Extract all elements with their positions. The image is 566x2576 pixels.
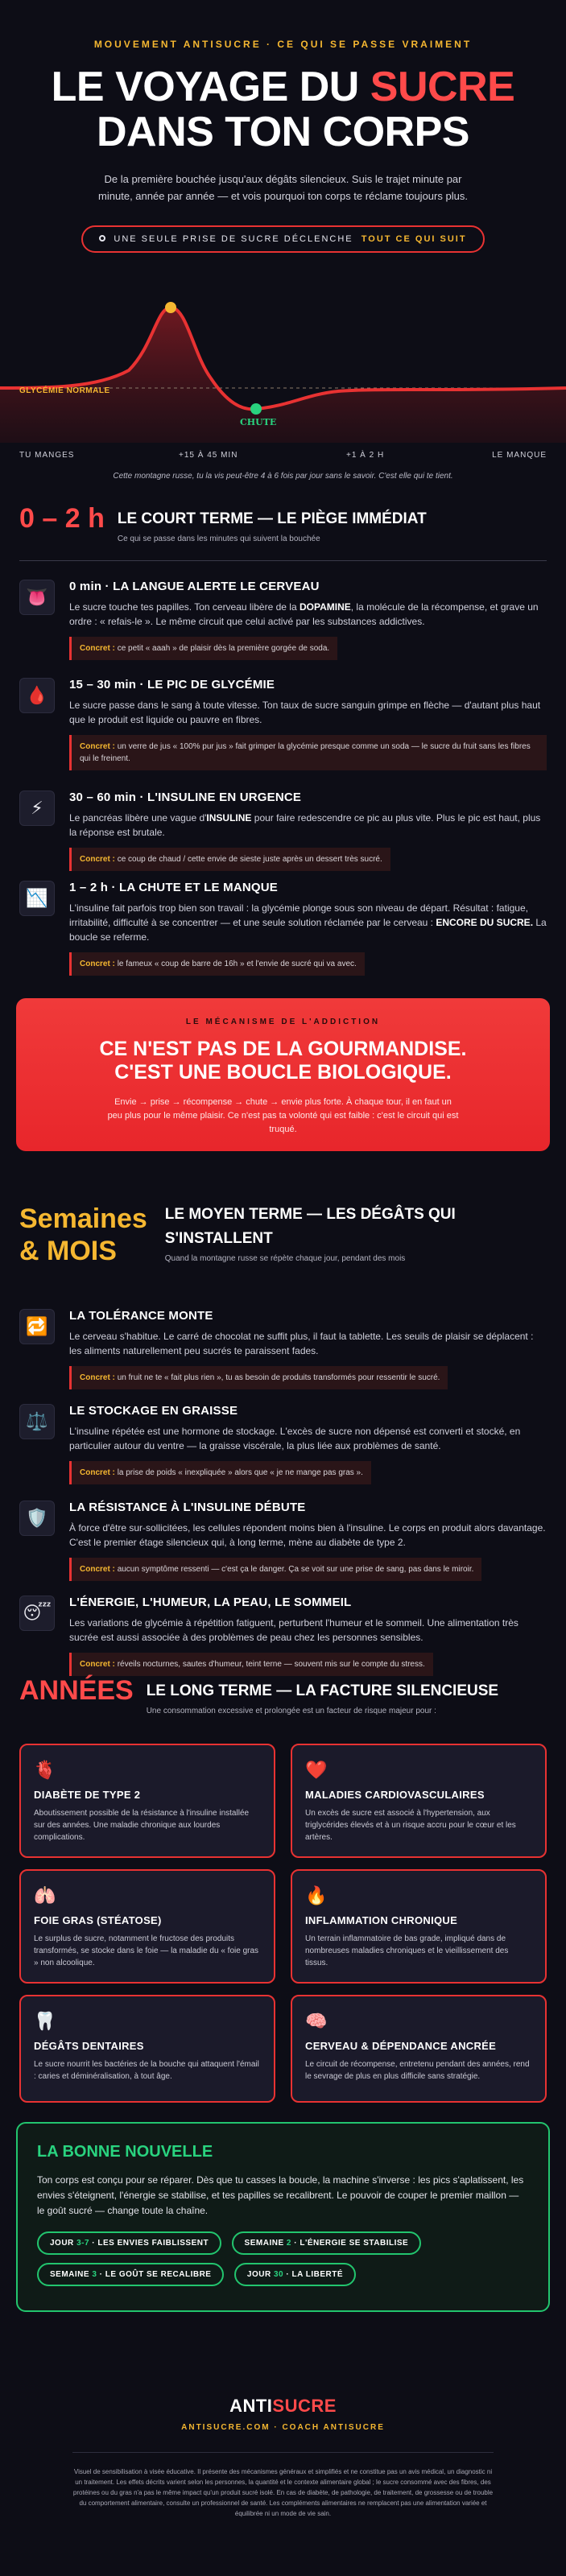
divider — [19, 560, 547, 561]
concret-note: Concret : réveils nocturnes, sautes d'humeur, teint terne — souvent mis sur le compte du stress. — [69, 1653, 433, 1676]
disclaimer: Visuel de sensibilisation à visée éducative. Il présente des mécanismes généraux et simplifiés et ne constitue pas un avis médical, un diagnostic ni un traitement. Les effets décrits varient selon les personnes, la quantité et le contexte alimentaire global ; le sucre consommé avec des fibres, des protéines ou du gras n'a pas le même impact qu'un produit sucré isolé. En cas de diabète, de pathologie, de traitement, de grossesse ou de trouble du comportement alimentaire, consulte un professionnel de santé. Les compléments alimentaires ne remplacent pas une alimentation variée et équilibrée ni un mode de vie sain. — [72, 2468, 494, 2517]
card-text: Le surplus de sucre, notamment le fructose des produits transformés, se stocke dans le foie — la maladie du « foie gras » non alcoolique. — [34, 1934, 259, 1967]
milestone-chip: SEMAINE 3 · LE GOÛT SE RECALIBRE — [37, 2263, 224, 2286]
mid-term-big: Semaines & MOIS — [19, 1203, 147, 1266]
item-title: 15 – 30 min · LE PIC DE GLYCÉMIE — [69, 678, 275, 691]
concret-note: Concret : un fruit ne te « fait plus rien », tu as besoin de produits transformés pour ressentir le sucré. — [69, 1366, 448, 1389]
card-title: DÉGÂTS DENTAIRES — [34, 2040, 144, 2052]
item-title: 30 – 60 min · L'INSULINE EN URGENCE — [69, 791, 302, 804]
footer-divider — [72, 2452, 494, 2453]
card-text: Un excès de sucre est associé à l'hypertension, aux triglycérides élevés et à un risque accru pour le cœur et les artères. — [305, 1809, 516, 1842]
concret-note: Concret : un verre de jus « 100% pur jus » fait grimper la glycémie presque comme un soda — le sucre du fruit sans les fibres qui le freinent. — [69, 735, 547, 770]
scale-icon: ⚖️ — [19, 1404, 55, 1439]
long-term-header — [19, 1674, 498, 1715]
card-text: Le circuit de récompense, entretenu pendant des années, rend le sevrage de plus en plus difficile sans stratégie. — [305, 2060, 530, 2081]
banner-eyebrow: LE MÉCANISME DE L'ADDICTION — [185, 1018, 381, 1026]
risk-card — [19, 1869, 275, 1984]
hero-title — [0, 64, 566, 155]
heart-icon: ❤️ — [305, 1760, 328, 1780]
glycemia-label: GLYCÉMIE NORMALE — [19, 386, 110, 395]
axis-label: +1 À 2 H — [346, 451, 385, 460]
long-term-big: ANNÉES — [19, 1675, 134, 1706]
item-title: LE STOCKAGE EN GRAISSE — [69, 1404, 238, 1418]
tongue-icon: 👅 — [19, 580, 55, 615]
hero-pill — [81, 225, 484, 253]
concret-note: Concret : ce coup de chaud / cette envie de sieste juste après un dessert très sucré. — [69, 848, 390, 871]
circle-icon — [99, 235, 105, 242]
long-term-subtitle: Une consommation excessive et prolongée est un facteur de risque majeur pour : — [146, 1707, 436, 1715]
risk-card — [291, 1995, 547, 2103]
good-news-text: Ton corps est conçu pour se réparer. Dès que tu casses la boucle, la machine s'inverse : les pics s'aplatissent, les envies s'éteignent, l'énergie se stabilise, et tes papilles se recalibrent. Le pouvoir de couper le premier maillon — le goût sucré — change toute la chaîne. — [37, 2174, 524, 2216]
brand-url[interactable]: ANTISUCRE.COM · COACH ANTISUCRE — [181, 2423, 385, 2432]
axis-label: TU MANGES — [19, 451, 75, 460]
hero-title-line2: DANS TON CORPS — [97, 109, 469, 155]
brand-logo: ANTISUCRE — [229, 2396, 337, 2416]
brain-icon: 🧠 — [305, 2011, 328, 2031]
milestone-chip: JOUR 3-7 · LES ENVIES FAIBLISSENT — [37, 2231, 221, 2255]
item-text: Le pancréas libère une vague d'INSULINE pour faire redescendre ce pic au plus vite. Plus le pic est haut, plus la réponse est brutale. — [69, 812, 541, 838]
short-term-big: 0 – 2 h — [19, 503, 105, 534]
item-title: 1 – 2 h · LA CHUTE ET LE MANQUE — [69, 881, 278, 894]
item-title: L'ÉNERGIE, L'HUMEUR, LA PEAU, LE SOMMEIL — [69, 1596, 352, 1609]
good-news-box — [16, 2122, 550, 2312]
item-text: L'insuline répétée est une hormone de stockage. L'excès de sucre non dépensé est converti et stocké, en particulier autour du ventre — la graisse viscérale, la plus liée aux problèmes de santé. — [69, 1426, 521, 1451]
short-term-subtitle: Ce qui se passe dans les minutes qui suivent la bouchée — [117, 535, 320, 543]
item-text: Les variations de glycémie à répétition fatiguent, perturbent l'humeur et le sommeil. Une alimentation très sucrée est aussi associée à des problèmes de peau chez les personnes sensibles. — [69, 1617, 518, 1643]
lightning-icon: ⚡ — [19, 791, 55, 826]
repeat-icon: 🔁 — [19, 1309, 55, 1344]
good-news-title: LA BONNE NOUVELLE — [37, 2143, 213, 2161]
short-term-header — [19, 502, 427, 543]
concret-note: Concret : la prise de poids « inexpliquée » alors que « je ne mange pas gras ». — [69, 1461, 371, 1484]
concret-note: Concret : ce petit « aaah » de plaisir dès la première gorgée de soda. — [69, 637, 337, 660]
drop-dot — [250, 403, 262, 415]
card-title: MALADIES CARDIOVASCULAIRES — [305, 1789, 485, 1801]
axis-label: LE MANQUE — [492, 451, 547, 460]
item-text: Le cerveau s'habitue. Le carré de chocolat ne suffit plus, il faut la tablette. Les seuils de plaisir se déplacent : les aliments naturellement peu sucrés te paraissent fades. — [69, 1331, 534, 1356]
mid-term-header — [19, 1203, 487, 1267]
item-text: L'insuline fait parfois trop bien son travail : la glycémie plonge sous son niveau de départ. Résultat : fatigue, irritabilité, difficulté à se concentrer — et une seule solution réclamée par le cerveau : ENCORE DU SUCRE. La boucle se referme. — [69, 902, 547, 943]
hero-subtitle: De la première bouchée jusqu'aux dégâts silencieux. Suis le trajet minute par minute, année par année — et vois pourquoi ton corps te réclame toujours plus. — [98, 173, 468, 202]
blood-drop-icon: 🩸 — [19, 678, 55, 713]
card-title: INFLAMMATION CHRONIQUE — [305, 1914, 458, 1926]
curve-note: Cette montagne russe, tu la vis peut-être 4 à 6 fois par jour sans le savoir. C'est elle qui te tient. — [113, 472, 453, 481]
milestone-chip: JOUR 30 · LA LIBERTÉ — [234, 2263, 356, 2286]
short-term-title: LE COURT TERME — LE PIÈGE IMMÉDIAT — [117, 510, 427, 527]
risk-card — [291, 1744, 547, 1858]
mechanism-banner — [16, 998, 550, 1151]
card-title: DIABÈTE DE TYPE 2 — [34, 1789, 141, 1801]
risk-card — [291, 1869, 547, 1984]
glycemia-curve-svg — [0, 298, 566, 443]
banner-text: Envie → prise → récompense → chute → envie plus forte. À chaque tour, il en faut un peu plus pour le même plaisir. Ce n'est pas ta volonté qui est faible : c'est le circuit qui est truqué. — [107, 1097, 459, 1134]
pill-text-b: TOUT CE QUI SUIT — [361, 234, 467, 244]
mid-term-subtitle: Quand la montagne russe se répète chaque jour, pendant des mois — [164, 1254, 406, 1263]
risk-card — [19, 1744, 275, 1858]
chart-down-icon: 📉 — [19, 881, 55, 916]
shield-icon: 🛡️ — [19, 1501, 55, 1536]
concret-note: Concret : aucun symptôme ressenti — c'est ça le danger. Ça se voit sur une prise de sang, pas dans le miroir. — [69, 1558, 481, 1581]
item-title: LA TOLÉRANCE MONTE — [69, 1309, 213, 1323]
pill-text-a: UNE SEULE PRISE DE SUCRE DÉCLENCHE — [114, 234, 353, 244]
hero-title-a: LE VOYAGE DU — [51, 64, 370, 110]
concret-note: Concret : le fameux « coup de barre de 16h » et l'envie de sucré qui va avec. — [69, 952, 365, 976]
tired-face-icon: 😴 — [19, 1596, 55, 1631]
lungs-icon: 🫁 — [34, 1885, 56, 1905]
item-text: À force d'être sur-sollicitées, les cellules répondent moins bien à l'insuline. Le corps en produit alors davantage. C'est le premier étage silencieux qui, à long terme, mène au diabète de type 2. — [69, 1522, 546, 1548]
card-text: Un terrain inflammatoire de bas grade, impliqué dans de nombreuses maladies chroniques et le vieillissement des tissus. — [305, 1934, 509, 1967]
item-title: 0 min · LA LANGUE ALERTE LE CERVEAU — [69, 580, 320, 593]
item-title: LA RÉSISTANCE À L'INSULINE DÉBUTE — [69, 1501, 306, 1514]
mid-term-title: LE MOYEN TERME — LES DÉGÂTS QUI S'INSTALLENT — [164, 1206, 456, 1247]
card-text: Le sucre nourrit les bactéries de la bouche qui attaquent l'émail : caries et déminéralisation, à tout âge. — [34, 2060, 259, 2081]
tooth-icon: 🦷 — [34, 2011, 56, 2031]
banner-title: CE N'EST PAS DE LA GOURMANDISE. C'EST UNE BOUCLE BIOLOGIQUE. — [99, 1038, 467, 1084]
item-text: Le sucre passe dans le sang à toute vitesse. Ton taux de sucre sanguin grimpe en flèche — d'autant plus haut que le produit est liquide ou pauvre en fibres. — [69, 700, 541, 725]
risk-card — [19, 1995, 275, 2103]
peak-dot — [165, 302, 176, 313]
glycemia-curve — [0, 298, 566, 491]
milestone-chips — [37, 2231, 472, 2294]
drop-label: CHUTE — [240, 417, 277, 427]
hero-eyebrow: MOUVEMENT ANTISUCRE · CE QUI SE PASSE VRAIMENT — [93, 39, 473, 50]
hero — [0, 0, 566, 253]
long-term-title: LE LONG TERME — LA FACTURE SILENCIEUSE — [146, 1682, 499, 1699]
item-text: Le sucre touche tes papilles. Ton cerveau libère de la DOPAMINE, la molécule de la récompense, et grave un ordre : « refais-le ». Le même circuit que celui activé par les substances addictives. — [69, 601, 539, 627]
card-title: FOIE GRAS (STÉATOSE) — [34, 1914, 162, 1926]
card-title: CERVEAU & DÉPENDANCE ANCRÉE — [305, 2040, 497, 2052]
hero-title-sugar: SUCRE — [370, 64, 515, 110]
fire-icon: 🔥 — [305, 1885, 328, 1905]
axis-label: +15 À 45 MIN — [179, 451, 238, 460]
milestone-chip: SEMAINE 2 · L'ÉNERGIE SE STABILISE — [232, 2231, 422, 2255]
curve-area — [0, 308, 566, 443]
organ-icon: 🫀 — [34, 1760, 56, 1780]
card-text: Aboutissement possible de la résistance à l'insuline installée sur des années. Une maladie chronique aux lourdes complications. — [34, 1809, 250, 1842]
